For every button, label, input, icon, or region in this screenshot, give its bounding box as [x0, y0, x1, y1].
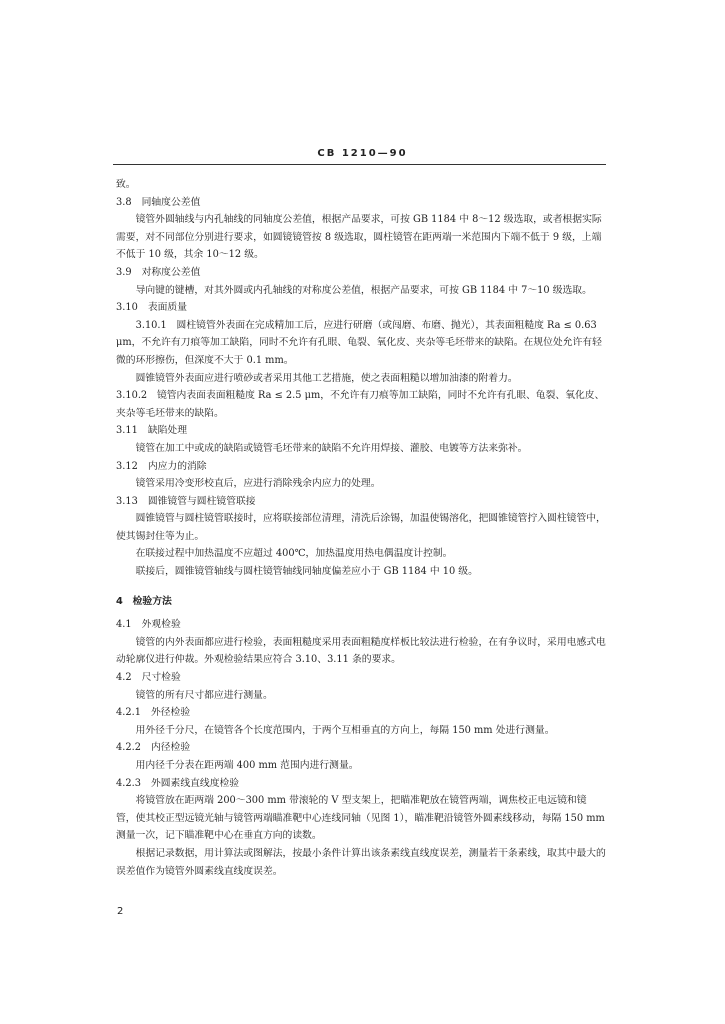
- paragraph: 镜管外圆轴线与内孔轴线的同轴度公差值，根据产品要求，可按 GB 1184 中 8～12 级选取，或者根据实际需要，对不同部位分别进行要求，如圆镜镜管按 8 级选取，圆柱镜管在距两端一米范围内下端不低于 9 级，上端不低于 10 级，其余 10～12 级。: [116, 214, 602, 261]
- paragraph: 镜管的内外表面都应进行检验，表面粗糙度采用表面粗糙度样板比较法进行检验，在有争议时，采用电感式电动轮廓仪进行仲裁。外观检验结果应符合 3.10、3.11 条的要求。: [116, 636, 606, 666]
- paragraph: 在联接过程中加热温度不应超过 400℃，加热温度用热电偶温度计控制。: [135, 548, 453, 560]
- section-heading: [116, 493, 606, 511]
- section-heading: [116, 669, 606, 687]
- section-number: 3.12: [116, 460, 138, 472]
- chapter-heading: 4 检验方法: [116, 595, 172, 607]
- section-heading: [116, 775, 606, 793]
- paragraph: 圆锥镜管与圆柱镜管联接时，应将联接部位清理，清洗后涂锡，加温使锡溶化，把圆锥镜管拧入圆柱镜管中，使其锡封住等为止。: [116, 513, 606, 542]
- section-title: 对称度公差值: [141, 266, 201, 278]
- section-number: 3.13: [116, 495, 138, 507]
- paragraph: 圆锥镜管外表面应进行喷砂或者采用其他工艺措施，使之表面粗糙以增加油漆的附着力。: [135, 372, 518, 384]
- section-number: 4.2.3: [116, 777, 141, 789]
- section-title: 内径检验: [150, 742, 191, 754]
- section-number: 4.2.2: [116, 742, 141, 754]
- paragraph: 根据记录数据，用计算法或图解法，按最小条件计算出该条素线直线度误差，测量若干条素线，取其中最大的误差值作为镜管外圆素线直线度误差。: [116, 847, 606, 877]
- paragraph: 用外径千分尺，在镜管各个长度范围内，于两个互相垂直的方向上，每隔 150 mm 处进行测量。: [135, 724, 555, 736]
- paragraph: 3.10.1 圆柱镜管外表面在完成精加工后，应进行研磨（或闯磨、布磨、抛光），其表面粗糙度 Ra ≤ 0.63 μm，不允许有刀痕等加工缺陷，同时不允许有孔眼、龟裂、氧化皮、夹杂等毛坯带来的缺陷。在规位处允许有轻微的环形擦伤，但深度不大于 0.1 mm。: [116, 319, 602, 366]
- section-heading: [116, 194, 606, 212]
- paragraph: 3.10.2 镜管内表面表面粗糙度 Ra ≤ 2.5 μm，不允许有刀痕等加工缺陷，同时不允许有孔眼、龟裂、氧化皮、夹杂等毛坯带来的缺陷。: [116, 390, 605, 419]
- section-heading: [116, 299, 606, 317]
- page-number: 2: [117, 906, 124, 917]
- section-title: 缺陷处理: [147, 425, 188, 437]
- section-number: 4.2: [116, 672, 132, 684]
- section-title: 尺寸检验: [141, 672, 181, 684]
- section-title: 外观检验: [141, 619, 181, 631]
- section-heading: [116, 422, 606, 440]
- paragraph: 用内径千分表在距两端 400 mm 范围内进行测量。: [135, 760, 359, 771]
- section-number: 3.8: [116, 196, 132, 208]
- section-heading: [116, 704, 606, 722]
- section-heading: [116, 616, 606, 634]
- header-divider: [113, 164, 606, 165]
- document-body: [116, 176, 606, 880]
- section-number: 3.10: [116, 302, 138, 314]
- section-heading: [116, 458, 606, 476]
- paragraph: 镜管在加工中或成的缺陷或镜管毛坯带来的缺陷不允许用焊接、灌胶、电镀等方法来弥补。: [135, 442, 528, 454]
- section-title: 外径检验: [150, 707, 191, 719]
- paragraph: 致。: [116, 179, 136, 190]
- section-number: 4.2.1: [116, 707, 141, 719]
- paragraph: 导向键的键槽，对其外圆或内孔轴线的对称度公差值，根据产品要求，可按 GB 1184 中 7～10 级选取。: [135, 284, 592, 296]
- section-title: 表面质量: [147, 302, 188, 314]
- paragraph: 联接后，圆锥镜管轴线与圆柱镜管轴线同轴度偏差应小于 GB 1184 中 10 级。: [135, 566, 478, 578]
- section-number: 3.9: [116, 266, 132, 278]
- section-number: 3.11: [116, 425, 138, 437]
- section-title: 同轴度公差值: [141, 196, 201, 208]
- paragraph: 镜管的所有尺寸都应进行测量。: [135, 689, 273, 701]
- section-heading: [116, 264, 606, 282]
- section-title: 外圆素线直线度检验: [150, 777, 240, 789]
- standard-code: CB 1210—90: [317, 148, 408, 159]
- section-title: 内应力的消除: [147, 460, 207, 472]
- section-heading: [116, 739, 606, 757]
- paragraph: 镜管采用冷变形校直后，应进行消除残余内应力的处理。: [135, 478, 381, 490]
- section-title: 圆锥镜管与圆柱镜管联接: [147, 495, 256, 507]
- paragraph: 将镜管放在距两端 200～300 mm 带滚轮的 V 型支架上，把瞄准靶放在镜管两端，调焦校正电远镜和镜管，使其校正型远镜光轴与镜管两端瞄准靶中心连线同轴（见图 1），瞄准靶沿镜管外圆素线移动，每隔 150 mm 测量一次，记下瞄准靶中心在垂直方向的读数。: [116, 795, 605, 842]
- section-number: 4.1: [116, 619, 132, 631]
